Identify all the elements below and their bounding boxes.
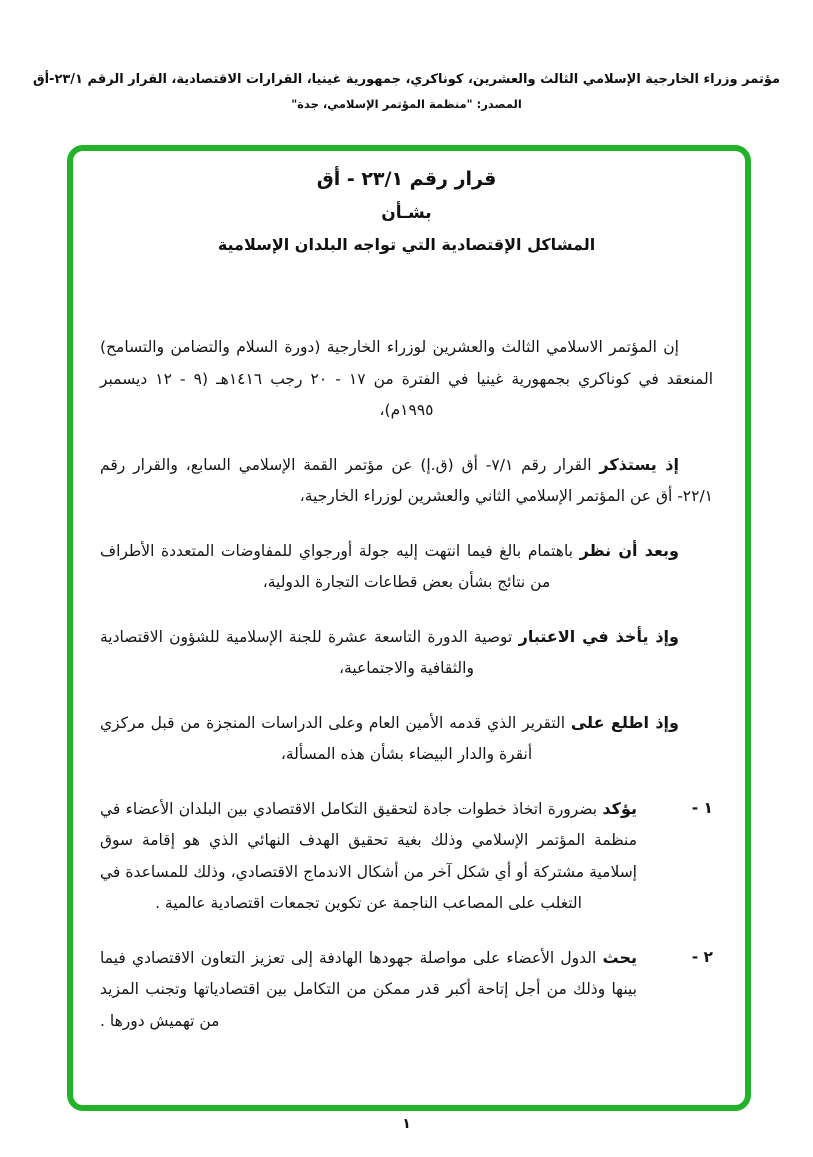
paragraph-text: التقرير الذي قدمه الأمين العام وعلى الدراسات المنجزة من قبل مركزي أنقرة والدار البيضاء بشأن هذه المسألة، [100, 713, 566, 763]
item-text: الدول الأعضاء على مواصلة جهودها الهادفة إلى تعزيز التعاون الاقتصادي فيما بينها وذلك من أجل إتاحة أكبر قدر ممكن من التكامل بين اقتصادياتها وتجنب المزيد من تهميش دورها . [100, 948, 637, 1030]
resolution-subject: المشاكل الإقتصادية التي تواجه البلدان الإسلامية [217, 235, 596, 254]
paragraph-lead: وإذ يأخذ في الاعتبار [518, 626, 679, 646]
item-lead: يحث [602, 947, 637, 967]
paragraph-text: توصية الدورة التاسعة عشرة للجنة الإسلامية للشؤون الاقتصادية والثقافية والاجتماعية، [100, 627, 513, 677]
preamble-paragraph [100, 449, 713, 513]
preamble-paragraph [100, 535, 713, 599]
item-text: بضرورة اتخاذ خطوات جادة لتحقيق التكامل الاقتصادي بين البلدان الأعضاء في منظمة المؤتمر الإسلامي وذلك بغية تحقيق الهدف النهائي الذي هو إقامة سوق إسلامية مشتركة أو أي شكل آخر من أشكال الاندماج الاقتصادي، وذلك للمساعدة في التغلب على المصاعب الناجمة عن تكوين تجمعات اقتصادية عالمية . [100, 799, 637, 912]
item-number: ٢ - [691, 947, 713, 966]
item-text-block [100, 942, 637, 1038]
resolution-heading [97, 168, 716, 254]
preamble-paragraph [100, 707, 713, 771]
paragraph-text: باهتمام بالغ فيما انتهت إليه جولة أورجواي للمفاوضات المتعددة الأطراف من نتائج بشأن بعض قطاعات التجارة الدولية، [100, 541, 573, 591]
resolution-body [100, 331, 713, 1059]
item-number: ١ - [691, 798, 713, 817]
item-text-block [100, 793, 637, 920]
paragraph-lead: وبعد أن نظر [579, 540, 679, 560]
preamble-paragraph [100, 621, 713, 685]
resolution-item [100, 942, 713, 1038]
citation-line: مؤتمر وزراء الخارجية الإسلامي الثالث والعشرين، كوناكري، جمهورية غينيا، القرارات الاقتصادية، القرار الرقم ٢٣/١-أق [32, 72, 781, 87]
preamble-paragraph [100, 331, 713, 427]
paragraph-text: القرار رقم ٧/١- أق (ق.إ) عن مؤتمر القمة الإسلامي السابع، والقرار رقم ٢٢/١- أق عن المؤتمر الإسلامي الثاني والعشرين لوزراء الخارجية، [100, 455, 713, 505]
item-lead: يؤكد [602, 798, 638, 818]
resolution-subtitle: بشـأن [381, 203, 432, 223]
citation-header [30, 72, 783, 111]
page-number: ١ [402, 1116, 411, 1132]
source-line: المصدر: "منظمة المؤتمر الإسلامي، جدة" [291, 97, 522, 111]
resolution-item [100, 793, 713, 920]
resolution-title: قرار رقم ٢٣/١ - أق [316, 168, 497, 190]
paragraph-text: إن المؤتمر الاسلامي الثالث والعشرين لوزراء الخارجية (دورة السلام والتضامن والتسامح) المنعقد في كوناكري بجمهورية غينيا في الفترة من ١٧ - ٢٠ رجب ١٤١٦هـ (٩ - ١٢ ديسمبر ١٩٩٥م)، [100, 338, 714, 419]
paragraph-lead: إذ يستذكر [599, 454, 679, 474]
paragraph-lead: وإذ اطلع على [570, 712, 679, 732]
